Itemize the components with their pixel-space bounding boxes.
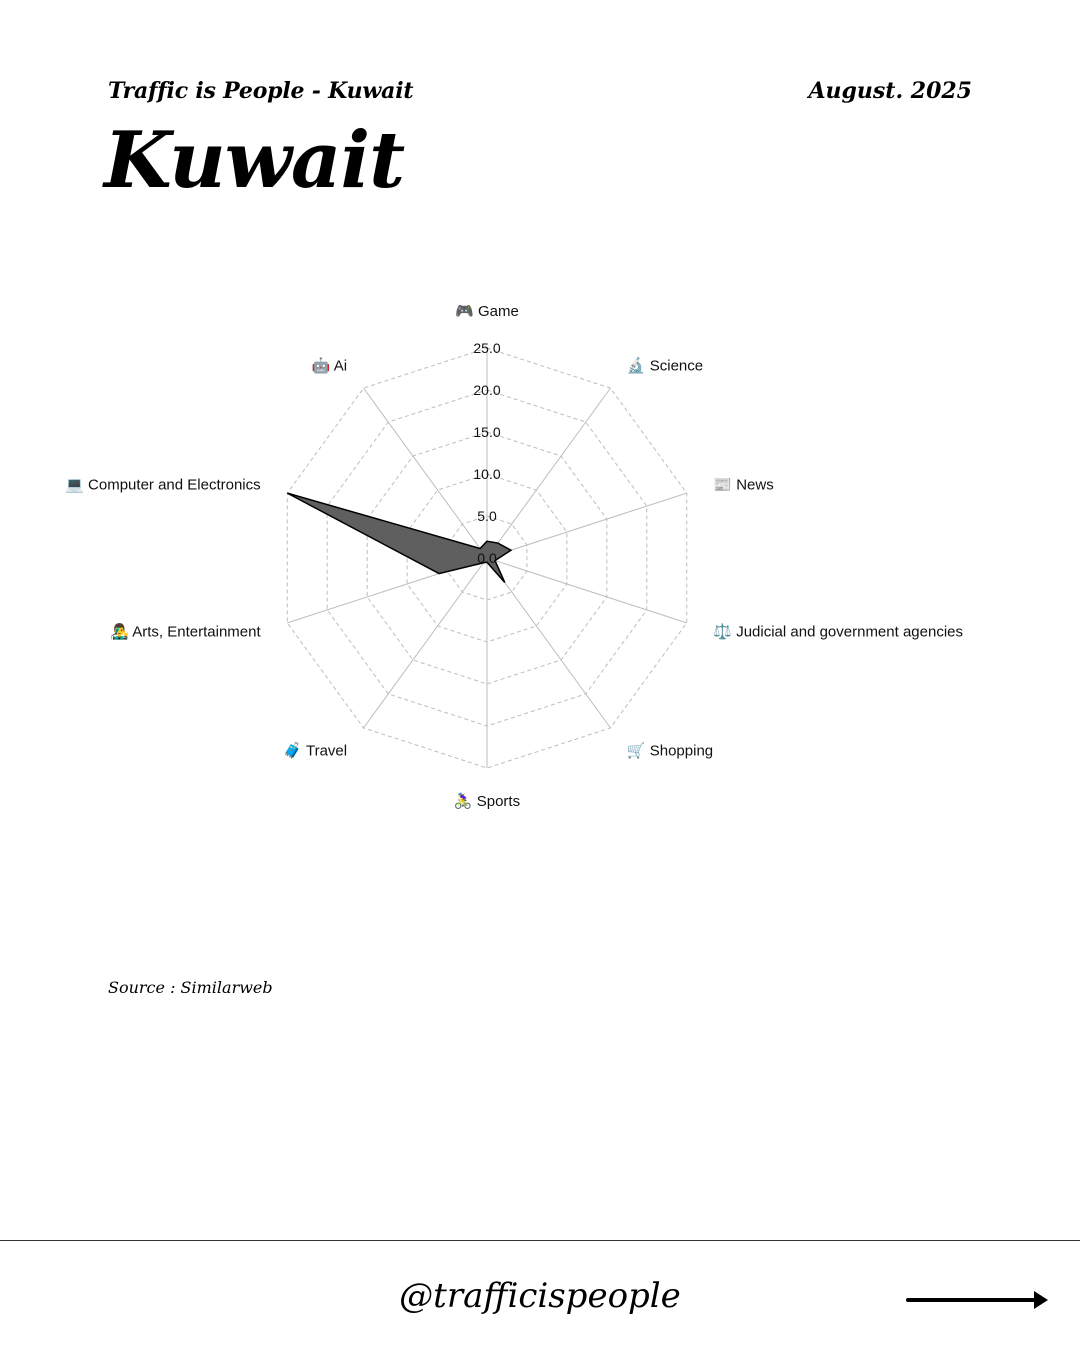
footer-divider xyxy=(0,1240,1080,1241)
axis-label: 📰 News xyxy=(713,476,774,494)
footer-handle: @trafficispeople xyxy=(399,1276,681,1316)
axis-label: 🔬 Science xyxy=(626,357,704,375)
tick-label: 0.0 xyxy=(477,550,497,566)
arrow-right-icon[interactable] xyxy=(906,1286,1052,1314)
axis-label: 🛒 Shopping xyxy=(626,742,714,760)
grid-spoke xyxy=(487,558,687,623)
source-note: Source : Similarweb xyxy=(108,978,273,997)
axis-label: 🎮 Game xyxy=(455,303,519,320)
tick-label: 15.0 xyxy=(473,424,501,440)
page-title: Kuwait xyxy=(104,115,405,206)
header-series-title: Traffic is People - Kuwait xyxy=(108,78,414,104)
axis-label: 🤖 Ai xyxy=(311,357,348,375)
axis-label: ⚖️ Judicial and government agencies xyxy=(713,623,964,641)
tick-label: 5.0 xyxy=(477,508,497,524)
tick-label: 10.0 xyxy=(473,466,501,482)
tick-label: 25.0 xyxy=(473,340,501,356)
radar-axis-labels xyxy=(65,303,963,810)
axis-label: 👨‍🎤 Arts, Entertainment xyxy=(110,623,261,641)
axis-label: 🚴‍♀️ Sports xyxy=(453,793,521,810)
tick-label: 20.0 xyxy=(473,382,501,398)
axis-label: 💻 Computer and Electronics xyxy=(65,476,261,494)
radar-series xyxy=(287,493,511,582)
grid-spoke xyxy=(364,558,487,728)
grid-spoke xyxy=(487,388,610,558)
grid-spoke xyxy=(487,558,610,728)
axis-label: 🧳 Travel xyxy=(283,742,348,760)
grid-spoke xyxy=(487,493,687,558)
header-date: August. 2025 xyxy=(808,78,972,104)
series-area xyxy=(287,493,511,582)
